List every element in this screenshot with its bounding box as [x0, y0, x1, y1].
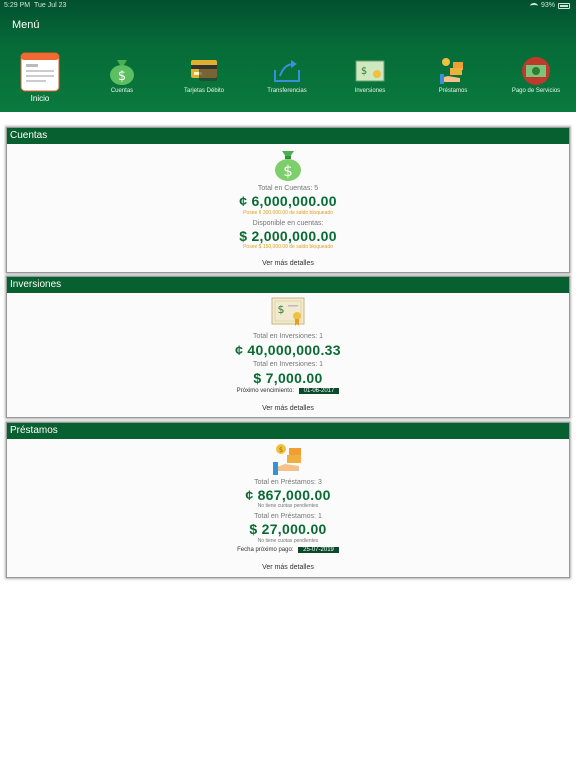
loan-hand-icon — [271, 442, 305, 481]
nav-item-pago-servicios[interactable] — [496, 48, 576, 94]
prestamos-total1-amount: ¢ 867,000.00 — [245, 487, 331, 503]
transfer-arrow-icon — [272, 56, 302, 86]
nav-label-tarjetas: Tarjetas Débito — [183, 88, 225, 94]
money-bag-icon — [107, 56, 137, 86]
inversiones-total1-amount: ¢ 40,000,000.33 — [235, 342, 341, 358]
svg-text:$: $ — [278, 446, 284, 454]
prestamos-next-label: Fecha próximo pago: — [237, 547, 294, 553]
inversiones-next-date: 01-06-2017 — [299, 388, 340, 394]
battery-level: 93% — [540, 2, 555, 9]
prestamos-total2-label: Total en Préstamos: 1 — [254, 513, 322, 520]
inversiones-total2-amount: $ 7,000.00 — [253, 370, 323, 386]
inversiones-next-label: Próximo vencimiento: — [236, 388, 294, 394]
battery-icon — [558, 3, 570, 9]
svg-text:$: $ — [283, 162, 293, 180]
nav-label-cuentas: Cuentas — [110, 88, 134, 94]
svg-text:$: $ — [277, 303, 285, 316]
svg-text:$: $ — [117, 69, 127, 84]
prestamos-total1-note: No tiene cuotas pendientes — [257, 503, 319, 509]
cuentas-details-link[interactable]: Ver más detalles — [262, 260, 314, 267]
nav-label-inversiones: Inversiones — [354, 88, 386, 94]
nav-item-tarjetas[interactable] — [164, 48, 244, 94]
service-payment-icon — [521, 56, 551, 86]
cuentas-body — [7, 144, 569, 272]
money-bag-icon — [273, 148, 303, 187]
inversiones-total1-label: Total en Inversiones: 1 — [252, 333, 324, 340]
inversiones-title: Inversiones — [7, 277, 569, 293]
nav-item-inversiones[interactable] — [330, 48, 410, 94]
cuentas-total-note: Posee ¢ 300,000.00 de saldo bloqueado — [243, 210, 333, 216]
nav-item-transferencias[interactable] — [247, 48, 327, 94]
nav-label-pago-servicios: Pago de Servicios — [511, 88, 561, 94]
home-document-icon — [20, 52, 60, 92]
prestamos-next-date-row — [7, 547, 569, 553]
prestamos-next-date: 25-07-2019 — [298, 547, 339, 553]
nav-label-transferencias: Transferencias — [267, 88, 307, 94]
inversiones-card — [6, 276, 570, 418]
inversiones-total2-label: Total en Inversiones: 1 — [252, 361, 324, 368]
nav-item-cuentas[interactable] — [82, 48, 162, 94]
prestamos-body — [7, 439, 569, 577]
prestamos-total2-note: No tiene cuotas pendientes — [257, 538, 319, 544]
status-right — [530, 2, 570, 9]
inversiones-details-link[interactable]: Ver más detalles — [262, 405, 314, 412]
cuentas-available-note: Posee $ 150,000.00 de saldo bloqueado — [243, 244, 333, 250]
nav-item-inicio[interactable] — [0, 48, 80, 103]
certificate-icon — [271, 297, 305, 332]
cuentas-available-label: Disponible en cuentas: — [252, 220, 324, 227]
prestamos-total2-amount: $ 27,000.00 — [249, 521, 327, 537]
inversiones-body — [7, 293, 569, 417]
certificate-icon — [355, 56, 385, 86]
status-bar — [0, 0, 576, 12]
cuentas-total-amount: ¢ 6,000,000.00 — [239, 193, 337, 209]
cuentas-title: Cuentas — [7, 128, 569, 144]
loan-hand-icon — [438, 56, 468, 86]
wifi-icon — [530, 3, 538, 9]
cuentas-available-amount: $ 2,000,000.00 — [239, 228, 337, 244]
prestamos-card — [6, 422, 570, 578]
menu-title[interactable]: Menú — [12, 19, 40, 31]
prestamos-details-link[interactable]: Ver más detalles — [262, 564, 314, 571]
nav-item-prestamos[interactable] — [413, 48, 493, 94]
prestamos-total1-label: Total en Préstamos: 3 — [254, 479, 322, 486]
top-nav — [0, 48, 576, 104]
status-time: 5:29 PM Tue Jul 23 — [4, 2, 67, 9]
app-header — [0, 0, 576, 112]
nav-label-prestamos: Préstamos — [438, 88, 468, 94]
svg-text:$: $ — [360, 66, 368, 77]
cuentas-total-label: Total en Cuentas: 5 — [257, 185, 319, 192]
debit-card-icon — [189, 56, 219, 86]
nav-label-inicio: Inicio — [30, 94, 50, 103]
inversiones-next-date-row — [7, 388, 569, 394]
prestamos-title: Préstamos — [7, 423, 569, 439]
cuentas-card — [6, 127, 570, 273]
